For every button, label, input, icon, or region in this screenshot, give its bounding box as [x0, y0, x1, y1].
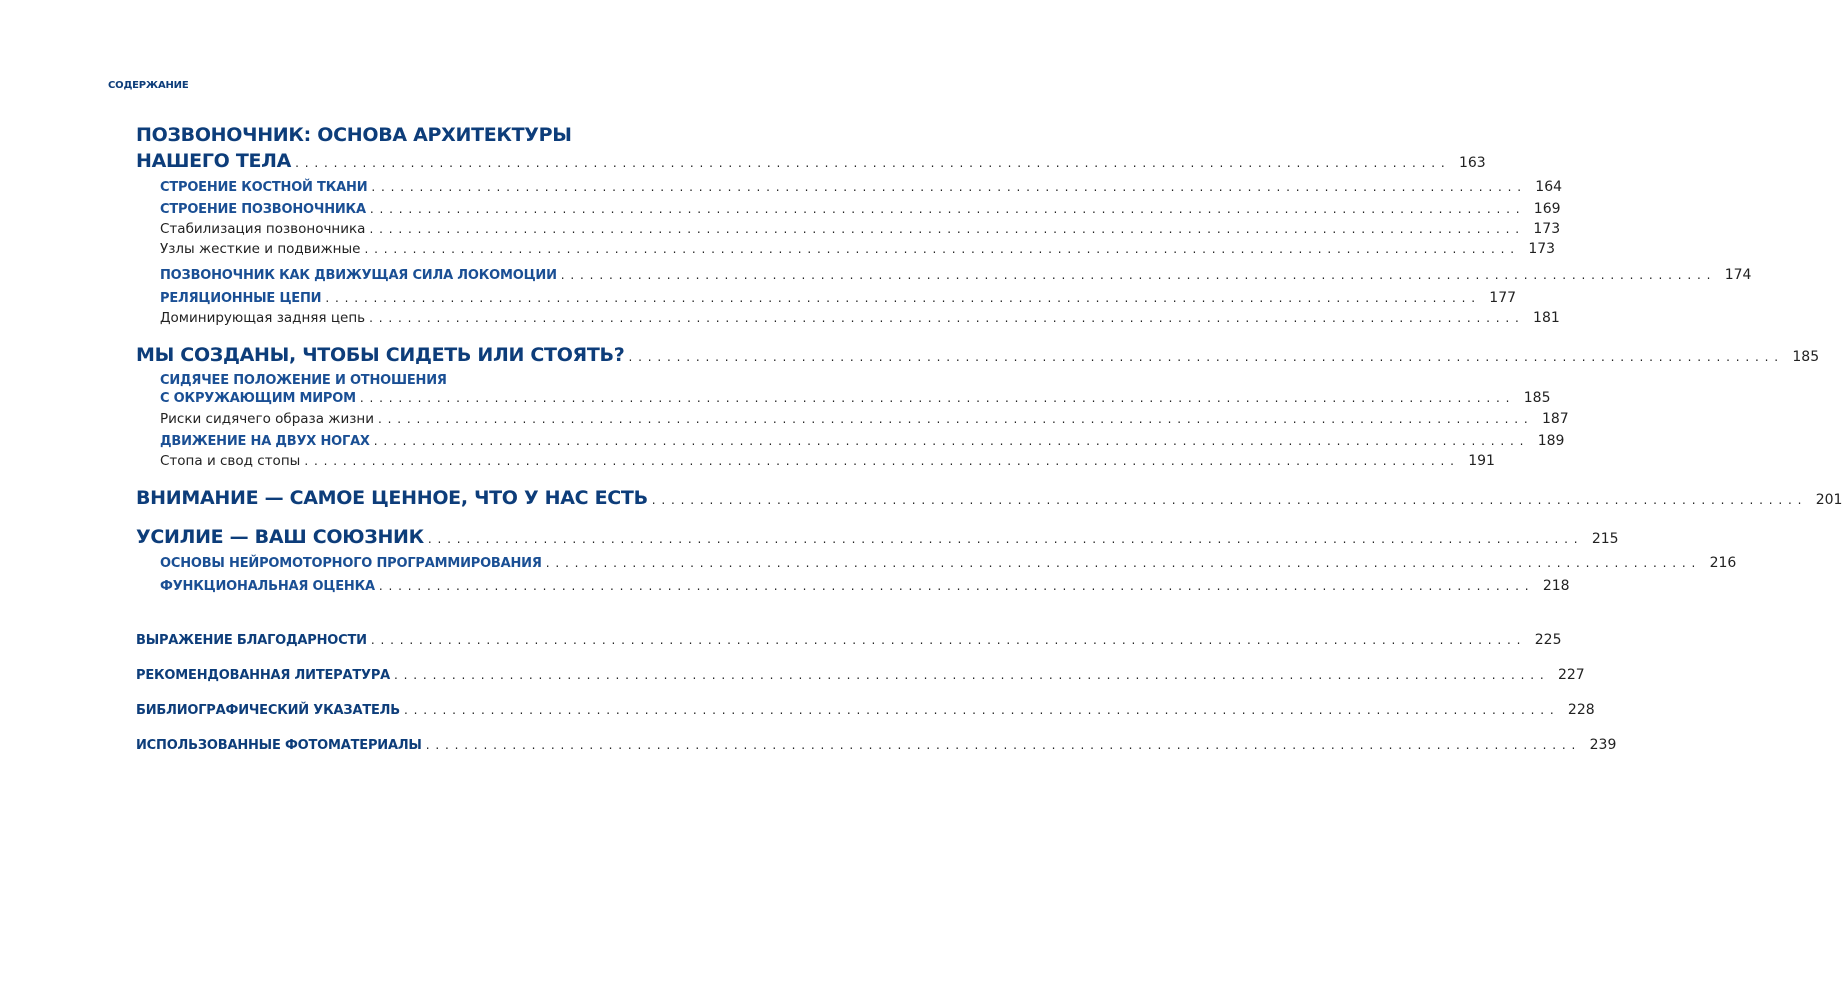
leader-dots: . . . . . . . . . . . . . . . . . . . . . . . . . . . . . . . . . . . . . . . . . . . . . . . . . . . . . . . . . . . . . . . . . . . . . . . . . . . . . . . . . . . . . . . . . . . . . . . . . . . . . . . . . . . . . . . . . . . . . . . .	[373, 434, 1525, 448]
leader-dots: . . . . . . . . . . . . . . . . . . . . . . . . . . . . . . . . . . . . . . . . . . . . . . . . . . . . . . . . . . . . . . . . . . . . . . . . . . . . . . . . . . . . . . . . . . . . . . . . . . . . . . . . . . . . . . . . . . . . . . . .	[371, 180, 1523, 194]
page-number: 218	[1542, 578, 1570, 594]
entry-title: СТРОЕНИЕ ПОЗВОНОЧНИКА	[160, 202, 366, 217]
entry-title: ПОЗВОНОЧНИК КАК ДВИЖУЩАЯ СИЛА ЛОКОМОЦИИ	[160, 268, 557, 283]
page-number: 173	[1533, 221, 1561, 237]
leader-dots: . . . . . . . . . . . . . . . . . . . . . . . . . . . . . . . . . . . . . . . . . . . . . . . . . . . . . . . . . . . . . . . . . . . . . . . . . . . . . . . . . . . . . . . . . . . . . . . . . . . . . . . . . . . . . . . . . . . . . . . .	[369, 202, 1521, 216]
leader-dots: . . . . . . . . . . . . . . . . . . . . . . . . . . . . . . . . . . . . . . . . . . . . . . . . . . . . . . . . . . . . . . . . . . . . . . . . . . . . . . . . . . . . . . . . . . . . . . . . . . . . . . . . . . . . . . . . . . . . . . . .	[370, 633, 1522, 647]
page-number: 174	[1724, 267, 1752, 283]
leader-dots: . . . . . . . . . . . . . . . . . . . . . . . . . . . . . . . . . . . . . . . . . . . . . . . . . . . . . . . . . . . . . . . . . . . . . . . . . . . . . . . . . . . . . . . . . . . . . . . . . . . . . . . . . . . . . . . . . . . . . . . .	[369, 222, 1521, 236]
entry-title: НАШЕГО ТЕЛА	[136, 150, 292, 172]
toc-entry-section[interactable]	[160, 267, 1752, 283]
entry-title: Риски сидячего образа жизни	[160, 411, 375, 427]
entry-title: ДВИЖЕНИЕ НА ДВУХ НОГАХ	[160, 434, 370, 449]
page-header: СОДЕРЖАНИЕ	[108, 80, 189, 91]
entry-title: С ОКРУЖАЮЩИМ МИРОМ	[160, 391, 356, 406]
entry-title: ВЫРАЖЕНИЕ БЛАГОДАРНОСТИ	[136, 633, 367, 648]
toc-entry-subsection[interactable]	[160, 241, 1556, 257]
leader-dots: . . . . . . . . . . . . . . . . . . . . . . . . . . . . . . . . . . . . . . . . . . . . . . . . . . . . . . . . . . . . . . . . . . . . . . . . . . . . . . . . . . . . . . . . . . . . . . . . . . . . . . . . . . . . . . . . . . . . . . . .	[364, 242, 1516, 256]
page-number: 177	[1489, 290, 1517, 306]
page-number: 185	[1792, 349, 1820, 365]
entry-title: ФУНКЦИОНАЛЬНАЯ ОЦЕНКА	[160, 579, 375, 594]
toc-entry-section[interactable]	[160, 578, 1570, 594]
leader-dots: . . . . . . . . . . . . . . . . . . . . . . . . . . . . . . . . . . . . . . . . . . . . . . . . . . . . . . . . . . . . . . . . . . . . . . . . . . . . . . . . . . . . . . . . . . . . . . . . . . . . . . . . . . . . . . . . . . . . . . . .	[378, 579, 1530, 593]
leader-dots: . . . . . . . . . . . . . . . . . . . . . . . . . . . . . . . . . . . . . . . . . . . . . . . . . . . . . . . . . . . . . . . . . . . . . . . . . . . . . . . . . . . . . . . . . . . . . . . . . . . . . . . . . . . . . . . . . . . . . . . .	[325, 291, 1477, 305]
entry-title: Доминирующая задняя цепь	[160, 310, 366, 326]
toc-entry-appendix[interactable]	[136, 737, 1617, 753]
page-number: 191	[1468, 453, 1495, 469]
entry-title: УСИЛИЕ — ВАШ СОЮЗНИК	[136, 526, 424, 548]
leader-dots: . . . . . . . . . . . . . . . . . . . . . . . . . . . . . . . . . . . . . . . . . . . . . . . . . . . . . . . . . . . . . . . . . . . . . . . . . . . . . . . . . . . . . . . . . . . . . . . . . . . . . . . . . . . . . . . . . . . . . . . .	[425, 738, 1577, 752]
entry-title: РЕКОМЕНДОВАННАЯ ЛИТЕРАТУРА	[136, 668, 391, 683]
leader-dots: . . . . . . . . . . . . . . . . . . . . . . . . . . . . . . . . . . . . . . . . . . . . . . . . . . . . . . . . . . . . . . . . . . . . . . . . . . . . . . . . . . . . . . . . . . . . . . . . . . . . . . . . . . . . . . . . . . . . . . . .	[560, 268, 1712, 282]
page-number: 185	[1523, 390, 1551, 406]
leader-dots: . . . . . . . . . . . . . . . . . . . . . . . . . . . . . . . . . . . . . . . . . . . . . . . . . . . . . . . . . . . . . . . . . . . . . . . . . . . . . . . . . . . . . . . . . . . . . . . . . . . . . . . . . . . . . . . . . . . . . . . .	[403, 703, 1555, 717]
leader-dots: . . . . . . . . . . . . . . . . . . . . . . . . . . . . . . . . . . . . . . . . . . . . . . . . . . . . . . . . . . . . . . . . . . . . . . . . . . . . . . . . . . . . . . . . . . . . . . . . . . . . . . . . . . . . . . . . . . . . . . . .	[545, 556, 1697, 570]
entry-title: ИСПОЛЬЗОВАННЫЕ ФОТОМАТЕРИАЛЫ	[136, 738, 422, 753]
toc-entry-section[interactable]	[160, 201, 1561, 217]
entry-title: ОСНОВЫ НЕЙРОМОТОРНОГО ПРОГРАММИРОВАНИЯ	[160, 556, 542, 571]
entry-title: РЕЛЯЦИОННЫЕ ЦЕПИ	[160, 291, 322, 306]
page-number: 225	[1534, 632, 1562, 648]
page-number: 215	[1591, 531, 1619, 547]
toc-entry-appendix[interactable]	[136, 702, 1595, 718]
entry-title: Стабилизация позвоночника	[160, 221, 366, 237]
toc-entry-section[interactable]	[160, 179, 1563, 195]
page-number: 201	[1815, 492, 1842, 508]
entry-title: ВНИМАНИЕ — САМОЕ ЦЕННОЕ, ЧТО У НАС ЕСТЬ	[136, 487, 648, 509]
leader-dots: . . . . . . . . . . . . . . . . . . . . . . . . . . . . . . . . . . . . . . . . . . . . . . . . . . . . . . . . . . . . . . . . . . . . . . . . . . . . . . . . . . . . . . . . . . . . . . . . . . . . . . . . . . . . . . . . . . . . . . . .	[369, 311, 1520, 325]
page-number: 216	[1709, 555, 1737, 571]
toc-entry-section[interactable]	[160, 555, 1737, 571]
page-number: 173	[1528, 241, 1556, 257]
leader-dots: . . . . . . . . . . . . . . . . . . . . . . . . . . . . . . . . . . . . . . . . . . . . . . . . . . . . . . . . . . . . . . . . . . . . . . . . . . . . . . . . . . . . . . . . . . . . . . . . . . . . . . . . . . . . . . . . . . . . . . . .	[394, 668, 1545, 682]
entry-title: МЫ СОЗДАНЫ, ЧТОБЫ СИДЕТЬ ИЛИ СТОЯТЬ?	[136, 344, 625, 366]
leader-dots: . . . . . . . . . . . . . . . . . . . . . . . . . . . . . . . . . . . . . . . . . . . . . . . . . . . . . . . . . . . . . . . . . . . . . . . . . . . . . . . . . . . . . . . . . . . . . . . . . . . . . . . . . . . . . . . . . . . . . . . .	[651, 493, 1803, 507]
toc-entry-appendix[interactable]	[136, 667, 1585, 683]
toc-entry-subsection[interactable]	[160, 411, 1569, 427]
chapter-title-line1: ПОЗВОНОЧНИК: ОСНОВА АРХИТЕКТУРЫ	[136, 124, 572, 146]
toc-entry-section[interactable]	[160, 390, 1551, 406]
toc-entry-chapter[interactable]	[136, 150, 1486, 172]
toc-entry-subsection[interactable]	[160, 310, 1560, 326]
toc-entry-section[interactable]	[160, 290, 1517, 306]
toc-entry-chapter[interactable]	[136, 526, 1619, 548]
page-number: 228	[1567, 702, 1595, 718]
page-number: 164	[1535, 179, 1563, 195]
leader-dots: . . . . . . . . . . . . . . . . . . . . . . . . . . . . . . . . . . . . . . . . . . . . . . . . . . . . . . . . . . . . . . . . . . . . . . . . . . . . . . . . . . . . . . . . . . . . . . . . . . . . . . . . . . . . . . . . . . . . . . . .	[304, 454, 1455, 468]
toc-entry-subsection[interactable]	[160, 453, 1495, 469]
leader-dots: . . . . . . . . . . . . . . . . . . . . . . . . . . . . . . . . . . . . . . . . . . . . . . . . . . . . . . . . . . . . . . . . . . . . . . . . . . . . . . . . . . . . . . . . . . . . . . . . . . . . . . . . . . . . . . . . . . . . . . . .	[359, 391, 1511, 405]
page-number: 189	[1537, 433, 1565, 449]
toc-entry-appendix[interactable]	[136, 632, 1562, 648]
entry-title: Узлы жесткие и подвижные	[160, 241, 361, 257]
entry-title: СТРОЕНИЕ КОСТНОЙ ТКАНИ	[160, 180, 368, 195]
leader-dots: . . . . . . . . . . . . . . . . . . . . . . . . . . . . . . . . . . . . . . . . . . . . . . . . . . . . . . . . . . . . . . . . . . . . . . . . . . . . . . . . . . . . . . . . . . . . . . . . . . . . . . . . . . . . . . . . . . . . . . . .	[378, 412, 1529, 426]
page-number: 169	[1533, 201, 1561, 217]
leader-dots: . . . . . . . . . . . . . . . . . . . . . . . . . . . . . . . . . . . . . . . . . . . . . . . . . . . . . . . . . . . . . . . . . . . . . . . . . . . . . . . . . . . . . . . . . . . . . . . . . . . . . . . . . . . . . . . . . . . . . . . .	[295, 156, 1446, 170]
page-number: 163	[1458, 155, 1486, 171]
leader-dots: . . . . . . . . . . . . . . . . . . . . . . . . . . . . . . . . . . . . . . . . . . . . . . . . . . . . . . . . . . . . . . . . . . . . . . . . . . . . . . . . . . . . . . . . . . . . . . . . . . . . . . . . . . . . . . . . . . . . . . . .	[427, 532, 1579, 546]
entry-title: Стопа и свод стопы	[160, 453, 301, 469]
toc-entry-subsection[interactable]	[160, 221, 1561, 237]
page-number: 181	[1533, 310, 1560, 326]
leader-dots: . . . . . . . . . . . . . . . . . . . . . . . . . . . . . . . . . . . . . . . . . . . . . . . . . . . . . . . . . . . . . . . . . . . . . . . . . . . . . . . . . . . . . . . . . . . . . . . . . . . . . . . . . . . . . . . . . . . . . . . .	[628, 350, 1780, 364]
page-number: 239	[1589, 737, 1617, 753]
entry-title: БИБЛИОГРАФИЧЕСКИЙ УКАЗАТЕЛЬ	[136, 703, 400, 718]
toc-entry-chapter[interactable]	[136, 344, 1820, 366]
page-number: 227	[1557, 667, 1585, 683]
toc-entry-chapter[interactable]	[136, 487, 1842, 509]
page-number: 187	[1541, 411, 1569, 427]
section-title-line1: СИДЯЧЕЕ ПОЛОЖЕНИЕ И ОТНОШЕНИЯ	[160, 373, 447, 388]
toc-entry-section[interactable]	[160, 433, 1565, 449]
